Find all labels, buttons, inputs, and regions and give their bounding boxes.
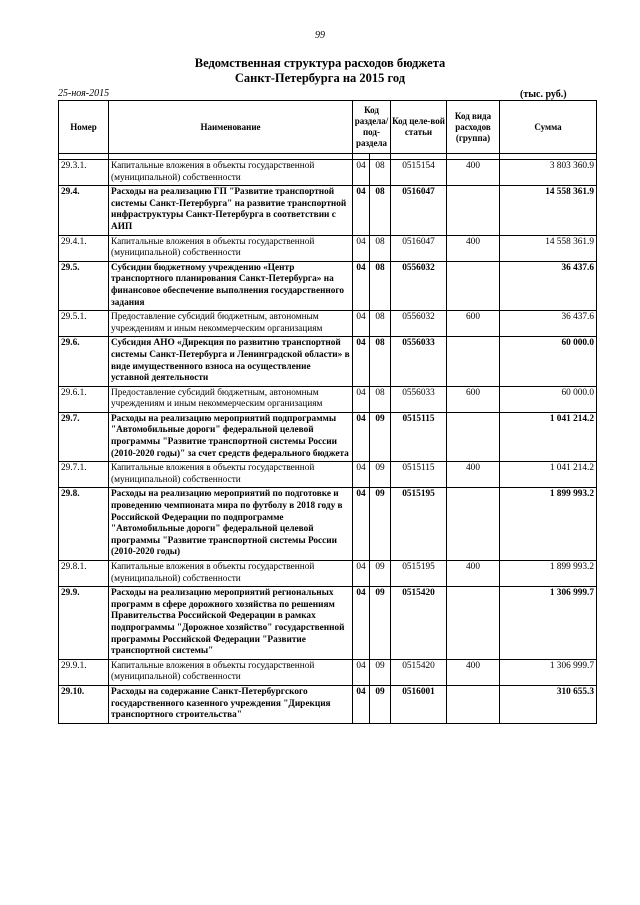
row-section: 04	[353, 186, 370, 235]
row-sum: 14 558 361.9	[500, 235, 597, 261]
row-expense-type: 400	[447, 235, 500, 261]
row-target: 0556033	[391, 386, 447, 412]
row-sum: 1 041 214.2	[500, 412, 597, 461]
row-name: Субсидия АНО «Дирекция по развитию транспортной системы Санкт-Петербурга и Ленинградской области» в виде имущественного взноса на осуществление уставной деятельности	[109, 337, 353, 386]
row-sum: 1 899 993.2	[500, 561, 597, 587]
row-subsection: 09	[370, 561, 391, 587]
document-title	[0, 56, 640, 86]
row-sum: 1 041 214.2	[500, 462, 597, 488]
row-sum: 60 000.0	[500, 337, 597, 386]
row-name: Капитальные вложения в объекты государственной (муниципальной) собственности	[109, 160, 353, 186]
table-row	[59, 337, 597, 386]
row-name: Предоставление субсидий бюджетным, автономным учреждениям и иным некоммерческим организациям	[109, 386, 353, 412]
table-row	[59, 160, 597, 186]
row-number: 29.4.	[59, 186, 109, 235]
row-section: 04	[353, 235, 370, 261]
row-expense-type: 600	[447, 311, 500, 337]
row-subsection: 09	[370, 685, 391, 723]
row-name: Расходы на реализацию мероприятий региональных программ в сфере дорожного хозяйства по решениям Правительства Российской Федерации в рамках подпрограммы "Дорожное хозяйство" государственной программы Российской Федерации "Развитие транспортной системы"	[109, 587, 353, 660]
row-expense-type	[447, 337, 500, 386]
row-expense-type: 400	[447, 160, 500, 186]
row-name: Субсидии бюджетному учреждению «Центр транспортного планирования Санкт-Петербурга» на финансовое обеспечение выполнения государственного задания	[109, 261, 353, 310]
row-number: 29.8.	[59, 488, 109, 561]
row-name: Капитальные вложения в объекты государственной (муниципальной) собственности	[109, 659, 353, 685]
row-subsection: 09	[370, 488, 391, 561]
row-target: 0515154	[391, 160, 447, 186]
table-row	[59, 186, 597, 235]
table-row	[59, 488, 597, 561]
row-section: 04	[353, 685, 370, 723]
row-name: Расходы на содержание Санкт-Петербургского государственного казенного учреждения "Дирекция транспортного строительства"	[109, 685, 353, 723]
row-sum: 1 899 993.2	[500, 488, 597, 561]
row-target: 0556032	[391, 311, 447, 337]
header-name: Наименование	[109, 101, 353, 154]
row-subsection: 08	[370, 235, 391, 261]
row-number: 29.8.1.	[59, 561, 109, 587]
row-sum: 1 306 999.7	[500, 587, 597, 660]
row-number: 29.7.1.	[59, 462, 109, 488]
row-target: 0515115	[391, 412, 447, 461]
budget-table-body	[59, 160, 597, 724]
title-line-2: Санкт-Петербурга на 2015 год	[234, 71, 406, 85]
row-expense-type: 600	[447, 386, 500, 412]
row-section: 04	[353, 488, 370, 561]
units-label: (тыс. руб.)	[520, 89, 567, 100]
row-expense-type: 400	[447, 462, 500, 488]
row-section: 04	[353, 261, 370, 310]
row-section: 04	[353, 561, 370, 587]
document-date: 25-ноя-2015	[58, 88, 110, 99]
page-number: 99	[315, 30, 325, 41]
row-target: 0516047	[391, 235, 447, 261]
header-sum: Сумма	[500, 101, 597, 154]
header-expense-type: Код вида расходов (группа)	[447, 101, 500, 154]
row-sum: 14 558 361.9	[500, 186, 597, 235]
row-expense-type	[447, 587, 500, 660]
row-sum: 60 000.0	[500, 386, 597, 412]
row-subsection: 09	[370, 587, 391, 660]
row-name: Капитальные вложения в объекты государственной (муниципальной) собственности	[109, 462, 353, 488]
row-expense-type	[447, 685, 500, 723]
row-subsection: 08	[370, 311, 391, 337]
table-row	[59, 412, 597, 461]
row-number: 29.6.1.	[59, 386, 109, 412]
row-subsection: 09	[370, 412, 391, 461]
row-number: 29.9.1.	[59, 659, 109, 685]
row-number: 29.7.	[59, 412, 109, 461]
row-section: 04	[353, 311, 370, 337]
row-number: 29.10.	[59, 685, 109, 723]
row-section: 04	[353, 462, 370, 488]
row-name: Предоставление субсидий бюджетным, автономным учреждениям и иным некоммерческим организациям	[109, 311, 353, 337]
row-target: 0556033	[391, 337, 447, 386]
table-row	[59, 659, 597, 685]
row-section: 04	[353, 587, 370, 660]
row-target: 0515195	[391, 488, 447, 561]
table-row	[59, 561, 597, 587]
row-expense-type	[447, 488, 500, 561]
row-target: 0516047	[391, 186, 447, 235]
table-row	[59, 587, 597, 660]
row-number: 29.5.1.	[59, 311, 109, 337]
row-number: 29.5.	[59, 261, 109, 310]
row-number: 29.6.	[59, 337, 109, 386]
row-number: 29.9.	[59, 587, 109, 660]
row-name: Расходы на реализацию мероприятий по подготовке и проведению чемпионата мира по футболу в 2018 году в Российской Федерации по подпрограмме "Автомобильные дороги" федеральной целевой программы "Развитие транспортной системы России (2010-2020 годы)	[109, 488, 353, 561]
row-section: 04	[353, 386, 370, 412]
header-section: Код раздела/ под-раздела	[353, 101, 391, 154]
row-expense-type	[447, 412, 500, 461]
row-sum: 36 437.6	[500, 311, 597, 337]
table-row	[59, 235, 597, 261]
row-expense-type: 400	[447, 561, 500, 587]
row-expense-type	[447, 186, 500, 235]
row-section: 04	[353, 160, 370, 186]
row-number: 29.4.1.	[59, 235, 109, 261]
row-target: 0515195	[391, 561, 447, 587]
row-name: Капитальные вложения в объекты государственной (муниципальной) собственности	[109, 561, 353, 587]
table-row	[59, 685, 597, 723]
row-subsection: 08	[370, 337, 391, 386]
row-subsection: 08	[370, 261, 391, 310]
row-subsection: 08	[370, 386, 391, 412]
row-subsection: 09	[370, 659, 391, 685]
row-expense-type	[447, 261, 500, 310]
table-row	[59, 386, 597, 412]
row-name: Расходы на реализацию ГП "Развитие транспортной системы Санкт-Петербурга" на развитие транспортной инфраструктуры Санкт-Петербурга в соответствии с АИП	[109, 186, 353, 235]
table-row	[59, 311, 597, 337]
row-sum: 3 803 360.9	[500, 160, 597, 186]
row-section: 04	[353, 337, 370, 386]
table-row	[59, 462, 597, 488]
row-target: 0515115	[391, 462, 447, 488]
row-target: 0516001	[391, 685, 447, 723]
table-header-row	[59, 101, 597, 154]
row-number: 29.3.1.	[59, 160, 109, 186]
row-sum: 1 306 999.7	[500, 659, 597, 685]
row-name: Капитальные вложения в объекты государственной (муниципальной) собственности	[109, 235, 353, 261]
row-subsection: 08	[370, 186, 391, 235]
row-target: 0556032	[391, 261, 447, 310]
row-target: 0515420	[391, 659, 447, 685]
row-name: Расходы на реализацию мероприятий подпрограммы "Автомобильные дороги" федеральной целевой программы "Развитие транспортной системы России (2010-2020 годы)" за счет средств федерального бюджета	[109, 412, 353, 461]
row-section: 04	[353, 412, 370, 461]
budget-table	[58, 100, 597, 724]
row-sum: 310 655.3	[500, 685, 597, 723]
row-subsection: 08	[370, 160, 391, 186]
title-line-1: Ведомственная структура расходов бюджета	[194, 56, 446, 70]
row-expense-type: 400	[447, 659, 500, 685]
header-target: Код целе-вой статьи	[391, 101, 447, 154]
row-sum: 36 437.6	[500, 261, 597, 310]
row-subsection: 09	[370, 462, 391, 488]
row-section: 04	[353, 659, 370, 685]
row-target: 0515420	[391, 587, 447, 660]
table-row	[59, 261, 597, 310]
header-number: Номер	[59, 101, 109, 154]
